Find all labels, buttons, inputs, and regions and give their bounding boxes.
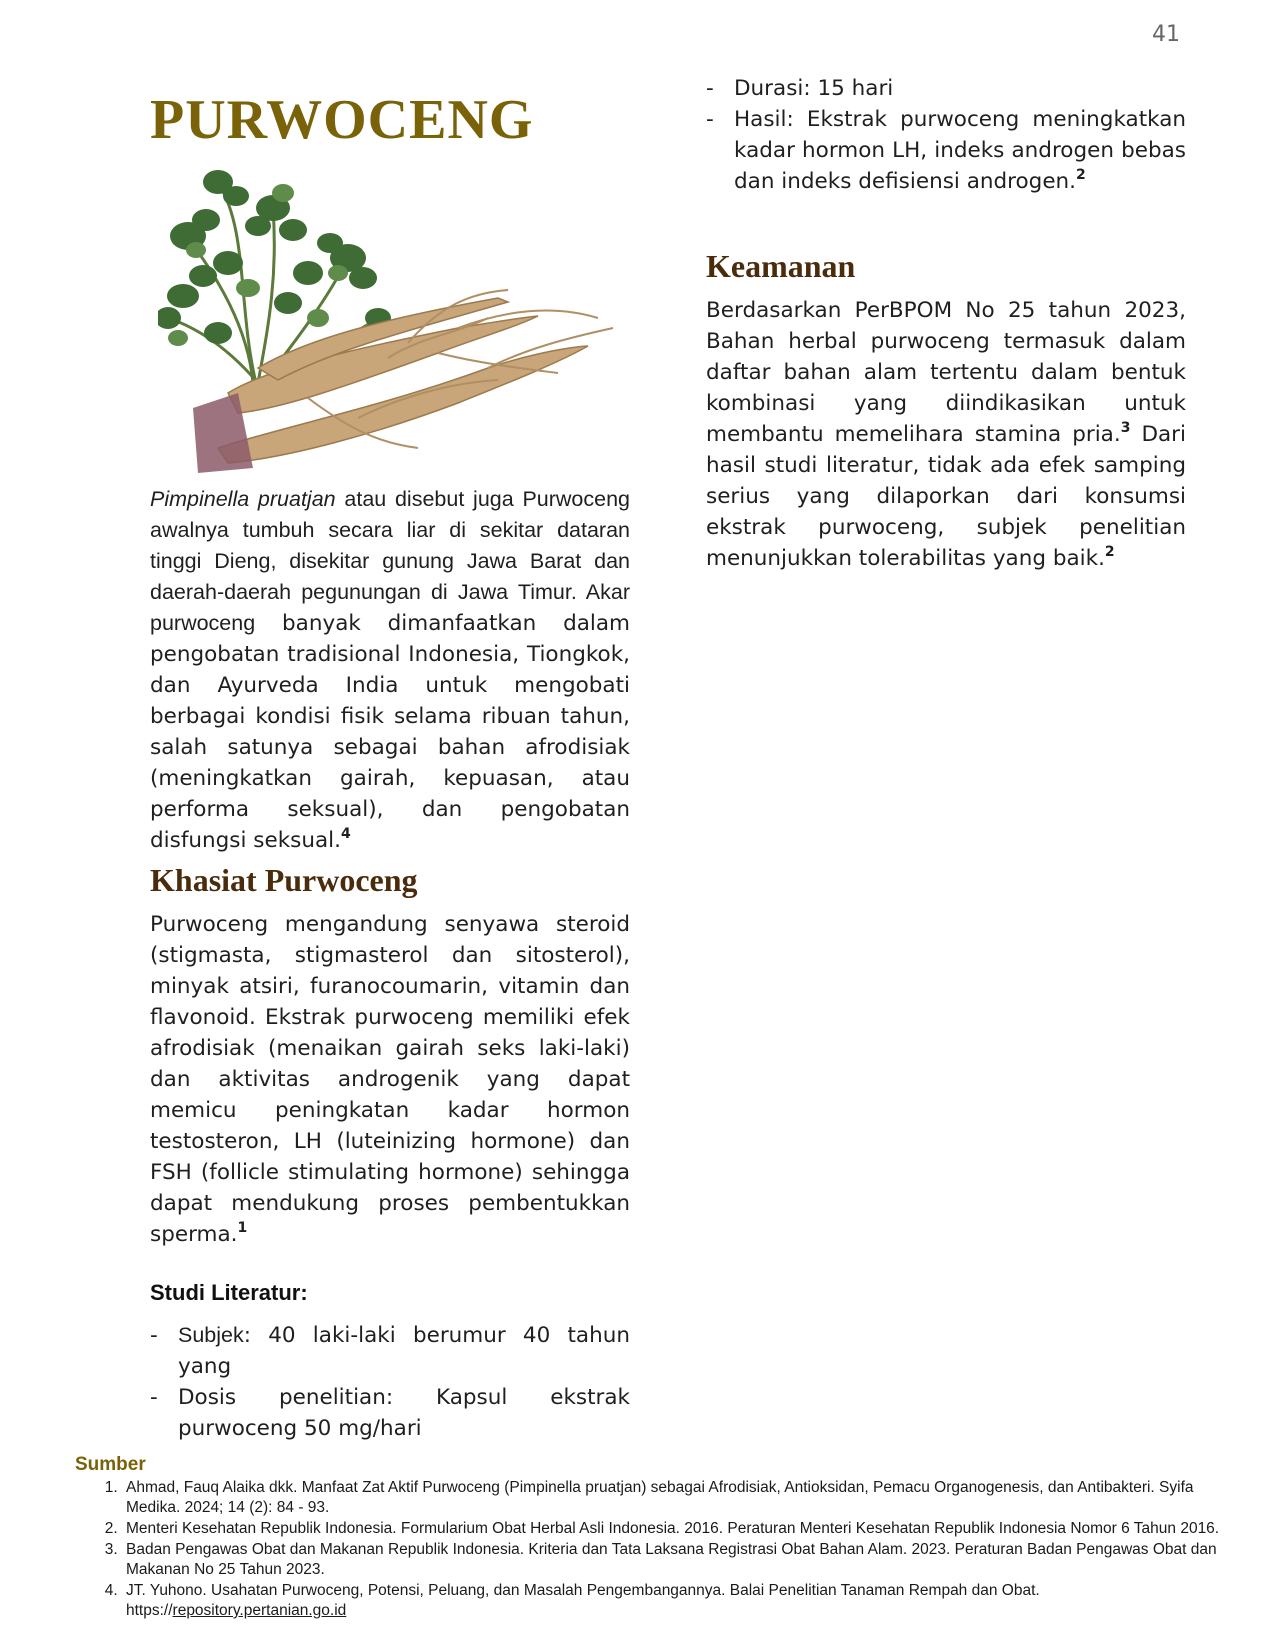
sumber-heading: Sumber bbox=[75, 1454, 146, 1475]
studi-item-label: Subjek bbox=[178, 1323, 244, 1347]
studi-list-left bbox=[150, 1320, 630, 1444]
studi-item-text: Dosis penelitian: Kapsul ekstrak purwoceng 50 mg/hari bbox=[178, 1385, 630, 1441]
studi-hasil-reference: 2 bbox=[1076, 167, 1086, 183]
keamanan-text-2: Dari hasil studi literatur, tidak ada efek samping serius yang dilaporkan dari konsumsi ekstrak purwoceng, subjek penelitian menunjukkan tolerabilitas yang baik. bbox=[706, 422, 1186, 571]
page-title: PURWOCENG bbox=[150, 89, 534, 151]
studi-section bbox=[150, 1280, 630, 1444]
keamanan-reference-2: 2 bbox=[1104, 544, 1115, 560]
page-number: 41 bbox=[1152, 22, 1180, 47]
studi-heading: Studi Literatur: bbox=[150, 1280, 308, 1305]
species-name: Pimpinella pruatjan bbox=[150, 487, 336, 511]
reference-link-prefix: https:// bbox=[126, 1602, 173, 1619]
studi-item-text: Durasi: 15 hari bbox=[734, 76, 894, 101]
keamanan-reference-1: 3 bbox=[1120, 420, 1131, 436]
intro-paragraph bbox=[150, 484, 630, 856]
studi-item-hasil bbox=[706, 104, 1186, 197]
keamanan-text-1: Berdasarkan PerBPOM No 25 tahun 2023, Bahan herbal purwoceng termasuk dalam daftar bahan alam tertentu dalam bentuk kombinasi yang diindikasikan untuk membantu memelihara stamina pria. bbox=[706, 298, 1186, 447]
khasiat-reference: 1 bbox=[237, 1220, 248, 1236]
studi-item-subjek bbox=[150, 1320, 630, 1382]
khasiat-heading: Khasiat Purwoceng bbox=[150, 862, 418, 898]
studi-list-right bbox=[706, 73, 1186, 197]
khasiat-text: Purwoceng mengandung senyawa steroid (stigmasta, stigmasterol dan sitosterol), minyak atsiri, furanocoumarin, vitamin dan flavonoid. Ekstrak purwoceng memiliki efek afrodisiak (menaikan gairah seks laki-laki) dan aktivitas androgenik yang dapat memicu peningkatan kadar hormon testosteron, LH (luteinizing hormone) dan FSH (follicle stimulating hormone) sehingga dapat mendukung proses pembentukkan sperma. bbox=[150, 912, 630, 1247]
khasiat-paragraph bbox=[150, 909, 630, 1250]
reference-item: 2. Menteri Kesehatan Republik Indonesia. Formularium Obat Herbal Asli Indonesia. 2016. Peraturan Menteri Kesehatan Republik Indonesia Nomor 6 Tahun 2016. bbox=[122, 1519, 1222, 1539]
purwoceng-plant-illustration bbox=[158, 168, 618, 483]
khasiat-section bbox=[150, 862, 630, 1250]
reference-item bbox=[122, 1581, 1222, 1621]
reference-item: 3. Badan Pengawas Obat dan Makanan Republik Indonesia. Kriteria dan Tata Laksana Registrasi Obat Bahan Alam. 2023. Peraturan Badan Pengawas Obat dan Makanan No 25 Tahun 2023. bbox=[122, 1540, 1222, 1580]
studi-item-durasi bbox=[706, 73, 1186, 104]
intro-reference: 4 bbox=[341, 826, 351, 842]
intro-text-part1: atau disebut juga Purwoceng awalnya tumbuh secara liar di sekitar dataran tinggi Dieng, disekitar gunung Jawa Barat dan daerah-daerah pegunungan di Jawa Timur. Akar purwoceng bbox=[150, 487, 631, 635]
reference-link[interactable]: repository.pertanian.go.id bbox=[172, 1602, 347, 1619]
keamanan-section bbox=[706, 248, 1186, 574]
reference-text: JT. Yuhono. Usahatan Purwoceng, Potensi, Peluang, dan Masalah Pengembangannya. Balai Penelitian Tanaman Rempah dan Obat. bbox=[126, 1582, 1040, 1599]
intro-section bbox=[150, 484, 630, 856]
studi-item-text: Hasil: Ekstrak purwoceng meningkatkan kadar hormon LH, indeks androgen bebas dan indeks defisiensi androgen. bbox=[734, 107, 1186, 194]
keamanan-paragraph bbox=[706, 295, 1186, 574]
studi-item-dosis bbox=[150, 1382, 630, 1444]
reference-item: 1. Ahmad, Fauq Alaika dkk. Manfaat Zat Aktif Purwoceng (Pimpinella pruatjan) sebagai Afrodisiak, Antioksidan, Pemacu Organogenesis, dan Antibakteri. Syifa Medika. 2024; 14 (2): 84 - 93. bbox=[122, 1478, 1222, 1518]
studi-continued bbox=[706, 73, 1186, 197]
keamanan-heading: Keamanan bbox=[706, 248, 856, 284]
intro-text-part2: banyak dimanfaatkan dalam pengobatan tradisional Indonesia, Tiongkok, dan Ayurveda India untuk mengobati berbagai kondisi fisik selama ribuan tahun, salah satunya sebagai bahan afrodisiak (meningkatkan gairah, kepuasan, atau performa seksual), dan pengobatan disfungsi seksual. bbox=[150, 611, 630, 853]
reference-list bbox=[92, 1478, 1222, 1622]
studi-item-text: : 40 laki-laki berumur 40 tahun yang bbox=[178, 1323, 630, 1379]
